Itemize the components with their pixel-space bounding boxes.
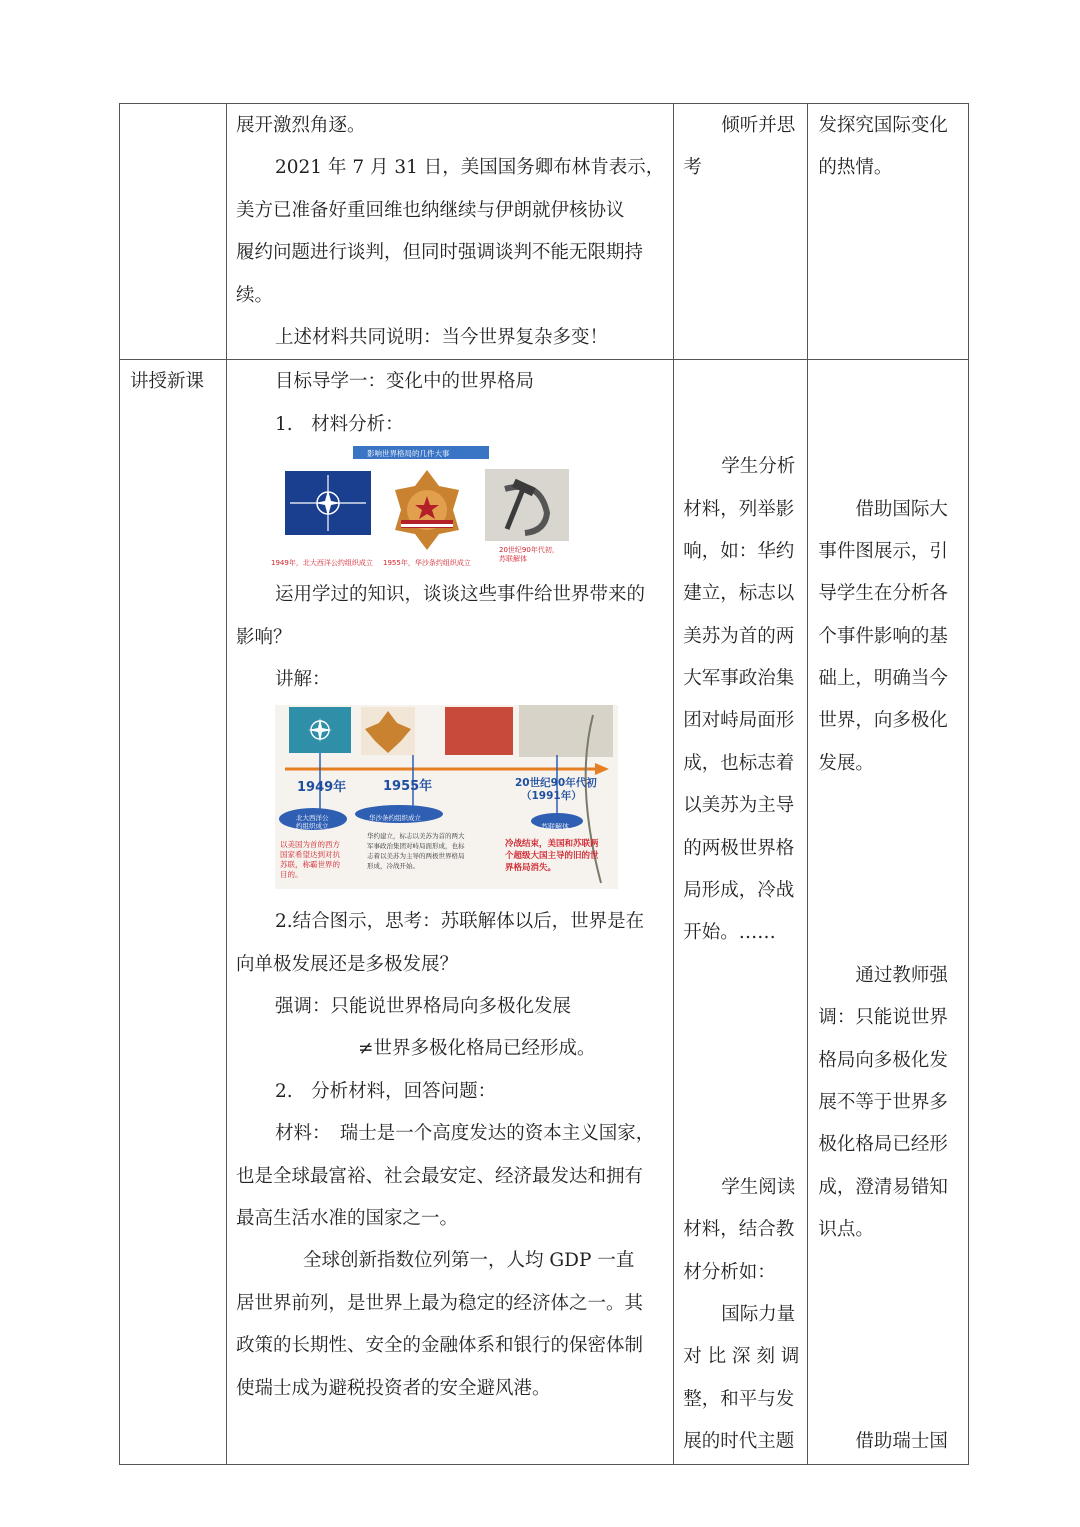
text-line: 展不等于世界多 — [818, 1091, 948, 1113]
table-row — [120, 360, 969, 1464]
timeline-year-1949: 1949年 — [297, 780, 347, 796]
timeline-note: 以美国为首的西方 — [280, 840, 340, 850]
text-line: 事件图展示，引 — [818, 540, 948, 562]
text-line: 局形成，冷战 — [683, 880, 795, 902]
text-line: 也是全球最富裕、社会最安定、经济最发达和拥有 — [236, 1165, 644, 1187]
text-line: 的两极世界格 — [683, 837, 795, 859]
student-activity-cell — [674, 104, 808, 360]
text-line: 最高生活水准的国家之一。 — [236, 1208, 459, 1230]
text-line: 材料，列举影 — [683, 498, 795, 520]
text-line: 借助瑞士国 — [855, 1431, 948, 1453]
text-line: 政策的长期性、安全的金融体系和银行的保密体制 — [236, 1335, 644, 1357]
timeline-note: 个超级大国主导的旧的世 — [505, 851, 599, 862]
text-line: 国际力量 — [721, 1303, 796, 1325]
timeline-year-1991: （1991年） — [521, 790, 582, 803]
text-line: 个事件影响的基 — [818, 625, 948, 647]
text-line: 发探究国际变化 — [818, 115, 948, 136]
text-line: 调：只能说世界 — [818, 1007, 948, 1029]
timeline-pill-text: 约组织成立 — [296, 822, 329, 831]
text-line: 材料： 瑞士是一个高度发达的资本主义国家， — [275, 1123, 655, 1145]
timeline-pill-text: 华沙条约组织成立 — [369, 814, 421, 823]
timeline-note: 志着以美苏为主导的两极世界格局 — [367, 852, 465, 861]
timeline-pill-text: 苏联解体 — [541, 823, 569, 832]
timeline-note: 冷战结束，美国和苏联两 — [505, 839, 599, 850]
text-line: 通过教师强 — [855, 964, 948, 986]
timeline-note: 苏联，称霸世界的 — [280, 860, 340, 870]
text-line: 倾听并思 — [721, 115, 796, 136]
text-line: 材料，结合教 — [683, 1219, 795, 1241]
text-line: 上述材料共同说明：当今世界复杂多变！ — [275, 326, 609, 348]
text-line: 成，也标志着 — [683, 752, 795, 774]
text-line: 材分析如： — [683, 1261, 776, 1283]
caption-warsaw: 1955年，华沙条约组织成立 — [383, 559, 471, 568]
text-line: 2021 年 7 月 31 日，美国国务卿布林肯表示， — [275, 157, 665, 179]
timeline-figure — [227, 701, 664, 901]
text-line: 影响？ — [236, 626, 292, 648]
text-line: 居世界前列，是世界上最为稳定的经济体之一。其 — [236, 1292, 644, 1314]
text-line: 1. 材料分析： — [275, 413, 404, 435]
text-line: 开始。…… — [683, 922, 776, 944]
timeline-note: 形成，冷战开始。 — [367, 862, 419, 871]
timeline-pill-text: 北大西洋公 — [296, 814, 329, 823]
text-line: 成，澄清易错知 — [818, 1176, 948, 1198]
section-heading: 目标导学一：变化中的世界格局 — [275, 371, 535, 393]
caption-soviet: 苏联解体 — [499, 555, 527, 564]
figure-banner-text: 影响世界格局的几件大事 — [367, 449, 450, 459]
text-line: 世界，向多极化 — [818, 710, 948, 732]
text-line: 发展。 — [818, 752, 874, 774]
text-line: 响，如：华约 — [683, 540, 795, 562]
text-line: 学生阅读 — [721, 1176, 796, 1198]
caption-soviet: 20世纪90年代初， — [499, 546, 559, 555]
stage-cell — [120, 360, 227, 1464]
warsaw-emblem-image — [391, 468, 463, 552]
text-line: 2.结合图示，思考：苏联解体以后，世界是在 — [275, 911, 645, 933]
text-line: 展的时代主题 — [683, 1431, 795, 1453]
text-line: ≠世界多极化格局已经形成。 — [358, 1038, 596, 1060]
text-line: 续。 — [236, 284, 274, 306]
text-line: 2. 分析材料，回答问题： — [275, 1080, 497, 1102]
text-line: 美方已准备好重回维也纳继续与伊朗就伊核协议 — [236, 199, 625, 221]
text-line: 强调：只能说世界格局向多极化发展 — [275, 996, 572, 1018]
text-line: 整，和平与发 — [683, 1388, 795, 1410]
text-line: 建立，标志以 — [683, 583, 795, 605]
text-line: 础上，明确当今 — [818, 668, 948, 690]
text-line: 运用学过的知识，谈谈这些事件给世界带来的 — [275, 584, 646, 606]
text-line: 讲解： — [275, 668, 331, 690]
design-intent-cell — [808, 360, 969, 1464]
events-figure — [227, 446, 664, 574]
stage-label: 讲授新课 — [130, 371, 205, 393]
nato-flag-image — [285, 471, 371, 535]
text-line: 识点。 — [818, 1219, 874, 1241]
text-line: 的热情。 — [818, 157, 893, 179]
text-line: 格局向多极化发 — [818, 1049, 948, 1071]
text-line: 团对峙局面形 — [683, 710, 795, 732]
teacher-activity-cell — [227, 104, 674, 360]
caption-nato: 1949年，北大西洋公约组织成立 — [271, 559, 373, 568]
design-intent-cell — [808, 104, 969, 360]
text-line: 对 比 深 刻 调 — [683, 1346, 800, 1368]
timeline-note: 军事政治集团对峙局面形成，也标 — [367, 842, 465, 851]
timeline-note: 国家希望达到对抗 — [280, 850, 340, 860]
timeline-note: 华约建立，标志以美苏为首的两大 — [367, 832, 465, 841]
timeline-note: 目的。 — [280, 870, 303, 880]
text-line: 向单极发展还是多极发展？ — [236, 953, 459, 975]
table-row — [120, 104, 969, 360]
text-line: 导学生在分析各 — [818, 583, 948, 605]
text-line: 学生分析 — [721, 456, 796, 478]
lesson-plan-table — [119, 103, 969, 1465]
timeline-year-1991: 20世纪90年代初 — [515, 777, 597, 790]
text-line: 美苏为首的两 — [683, 625, 795, 647]
timeline-note: 界格局消失。 — [505, 863, 557, 874]
text-line: 大军事政治集 — [683, 668, 795, 690]
teacher-activity-cell — [227, 360, 674, 1464]
text-line: 展开激烈角逐。 — [236, 115, 366, 136]
stage-cell-empty — [120, 104, 227, 360]
text-line: 以美苏为主导 — [683, 795, 795, 817]
timeline-year-1955: 1955年 — [383, 779, 433, 795]
text-line: 使瑞士成为避税投资者的安全避风港。 — [236, 1377, 551, 1399]
text-line: 履约问题进行谈判，但同时强调谈判不能无限期持 — [236, 242, 644, 264]
text-line: 全球创新指数位列第一，人均 GDP 一直 — [303, 1250, 635, 1272]
text-line: 借助国际大 — [855, 498, 948, 520]
hammer-sickle-image — [485, 469, 569, 541]
text-line: 考 — [683, 157, 702, 179]
text-line: 极化格局已经形 — [818, 1134, 948, 1156]
student-activity-cell — [674, 360, 808, 1464]
